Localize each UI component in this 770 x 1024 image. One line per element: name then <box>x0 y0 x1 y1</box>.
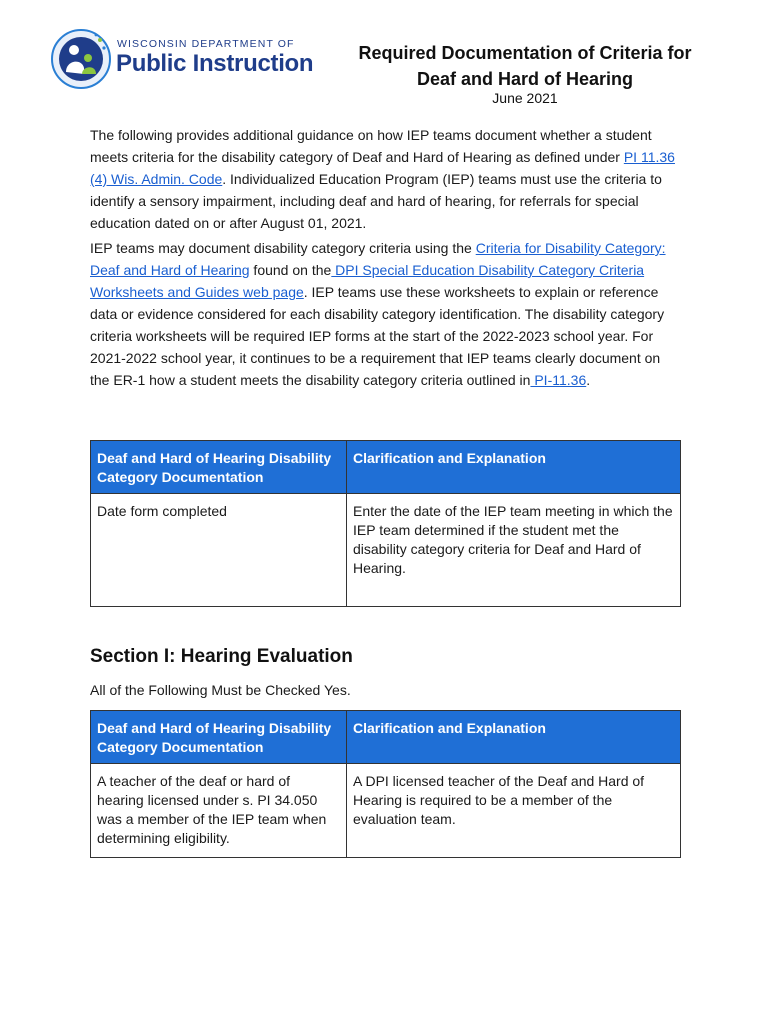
intro-p2-text-b: found on the <box>249 262 332 278</box>
table-row <box>91 764 681 858</box>
table-header-clarification: Clarification and Explanation <box>347 711 681 764</box>
title-line-1: Required Documentation of Criteria for <box>358 43 692 63</box>
table-cell-clarification: A DPI licensed teacher of the Deaf and Hard of Hearing is required to be a member of the evaluation team. <box>347 764 681 858</box>
intro-p2-text-a: IEP teams may document disability category criteria using the <box>90 240 476 256</box>
table-cell-documentation: Date form completed <box>91 494 347 607</box>
table-cell-clarification: Enter the date of the IEP team meeting in which the IEP team determined if the student met the disability category criteria for Deaf and Hard of Hearing. <box>347 494 681 607</box>
logo-org-name: Public Instruction <box>116 50 314 77</box>
dpi-logo-icon <box>50 28 112 90</box>
pi-11-36-code-link[interactable]: PI 11.36 (4) Wis. Admin. Code <box>90 149 675 187</box>
dpi-logo <box>50 28 320 90</box>
table-header-row <box>91 441 681 494</box>
document-title <box>325 40 725 92</box>
intro-paragraph-1 <box>90 124 682 234</box>
documentation-table-2 <box>90 710 681 858</box>
section-subtext: All of the Following Must be Checked Yes. <box>90 682 351 698</box>
title-line-2: Deaf and Hard of Hearing <box>416 69 634 89</box>
dpi-worksheets-page-link[interactable]: DPI Special Education Disability Category Criteria Worksheets and Guides web page <box>90 262 645 300</box>
logo-org-line: WISCONSIN DEPARTMENT OF <box>117 38 295 50</box>
intro-p1-text-a: The following provides additional guidance on how IEP teams document whether a student meets criteria for the disability category of Deaf and Hard of Hearing as defined under <box>90 127 652 165</box>
intro-p2-text-d: . <box>586 372 591 388</box>
document-date: June 2021 <box>492 90 558 106</box>
table-header-clarification: Clarification and Explanation <box>347 441 681 494</box>
table-cell-documentation: A teacher of the deaf or hard of hearing licensed under s. PI 34.050 was a member of the IEP team when determining eligibility. <box>91 764 347 858</box>
table-header-documentation: Deaf and Hard of Hearing Disability Category Documentation <box>91 711 347 764</box>
intro-paragraph-2 <box>90 237 682 391</box>
table-row <box>91 494 681 607</box>
table-header-row <box>91 711 681 764</box>
pi-11-36-link[interactable]: PI-11.36 <box>530 372 587 388</box>
table-header-documentation: Deaf and Hard of Hearing Disability Category Documentation <box>91 441 347 494</box>
documentation-table-1 <box>90 440 681 607</box>
intro-p2-text-c: . IEP teams use these worksheets to explain or reference data or evidence considered for each disability category identification. The disability category criteria worksheets will be required IEP forms at the start of the 2022-2023 school year. For 2021-2022 school year, it continues to be a requirement that IEP teams clearly document on the ER-1 how a student meets the disability category criteria outlined in <box>90 284 665 388</box>
section-heading: Section I: Hearing Evaluation <box>90 646 353 667</box>
criteria-worksheet-link[interactable]: Criteria for Disability Category: Deaf and Hard of Hearing <box>90 240 666 278</box>
intro-p1-text-b: . Individualized Education Program (IEP) teams must use the criteria to identify a sensory impairment, including deaf and hard of hearing, for referrals for special education dated on or after August 01, 2021. <box>90 171 662 231</box>
